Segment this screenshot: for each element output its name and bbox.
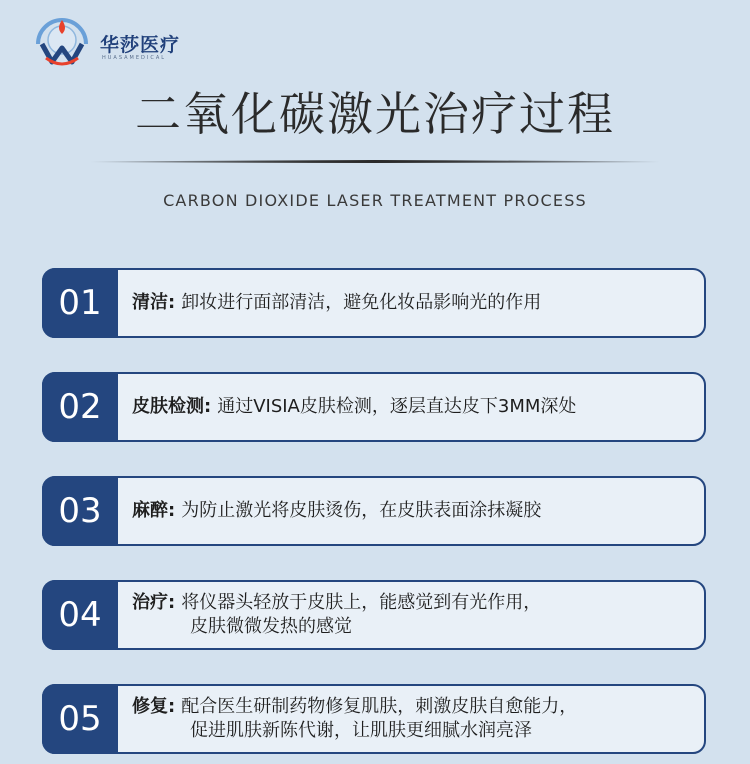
step-number: 01: [58, 283, 102, 323]
step-number-badge: [42, 372, 118, 442]
step-card: [42, 580, 706, 650]
step-card: [42, 268, 706, 338]
step-label: 麻醉:: [132, 500, 176, 521]
step-content: [132, 582, 692, 648]
step-description: 为防止激光将皮肤烫伤，在皮肤表面涂抹凝胶: [181, 500, 542, 521]
step-description: 通过VISIA皮肤检测，逐层直达皮下3MM深处: [217, 396, 577, 417]
step-card: [42, 372, 706, 442]
step-content: [132, 374, 692, 440]
step-number: 05: [58, 699, 102, 739]
step-number-badge: [42, 580, 118, 650]
step-content: [132, 686, 692, 752]
step-number: 02: [58, 387, 102, 427]
step-description-continued: 皮肤微微发热的感觉: [190, 616, 352, 637]
step-description: 将仪器头轻放于皮肤上，能感觉到有光作用，: [181, 592, 542, 613]
step-number-badge: [42, 476, 118, 546]
step-number: 03: [58, 491, 102, 531]
brand-name-en: HUASAMEDICAL: [102, 55, 167, 61]
brand-name-cn: 华莎医疗: [100, 34, 181, 56]
step-content: [132, 270, 692, 336]
step-number: 04: [58, 595, 102, 635]
step-card: [42, 476, 706, 546]
page-title: 二氧化碳激光治疗过程: [135, 87, 615, 141]
step-number-badge: [42, 684, 118, 754]
step-label: 修复:: [132, 696, 176, 717]
step-label: 治疗:: [132, 592, 176, 613]
step-description-continued: 促进肌肤新陈代谢，让肌肤更细腻水润亮泽: [190, 720, 532, 741]
step-content: [132, 478, 692, 544]
step-card: [42, 684, 706, 754]
step-number-badge: [42, 268, 118, 338]
brand-logo: [30, 14, 200, 70]
title-divider: [90, 156, 660, 168]
step-label: 清洁:: [132, 292, 176, 313]
logo-mark-icon: [30, 14, 94, 70]
step-label: 皮肤检测:: [132, 396, 212, 417]
page-subtitle: CARBON DIOXIDE LASER TREATMENT PROCESS: [163, 191, 587, 210]
step-description: 配合医生研制药物修复肌肤，刺激皮肤自愈能力，: [181, 696, 578, 717]
step-description: 卸妆进行面部清洁，避免化妆品影响光的作用: [181, 292, 542, 313]
